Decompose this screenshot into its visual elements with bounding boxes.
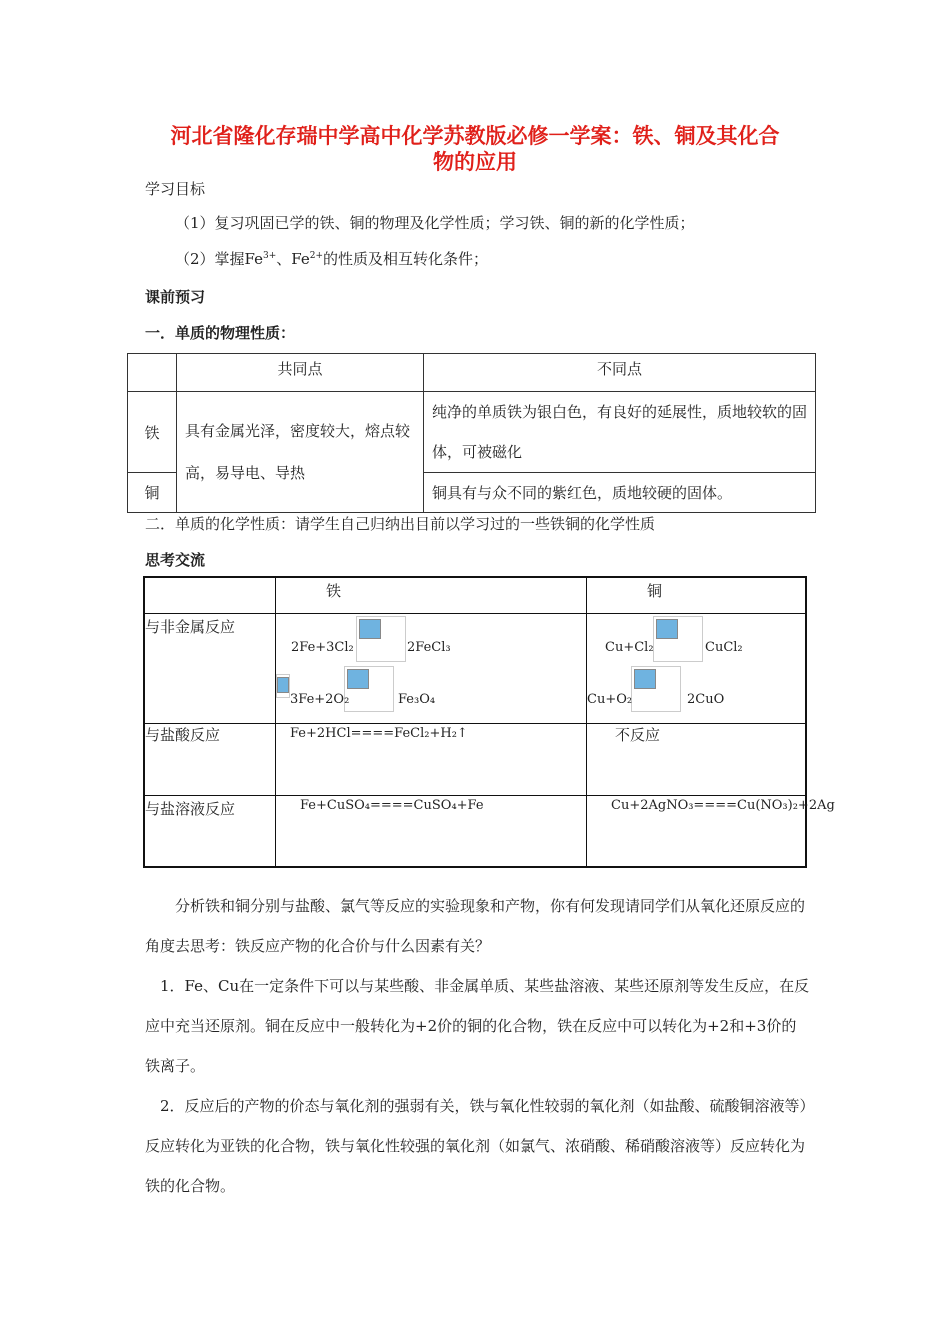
objective-2-mid: 、Fe bbox=[276, 250, 310, 268]
row-label-iron: 铁 bbox=[128, 392, 177, 473]
fe-o2-reactants: 3Fe+2O₂ bbox=[290, 691, 350, 707]
objective-2-suffix: 的性质及相互转化条件； bbox=[323, 250, 489, 268]
analysis-point-1: 1．Fe、Cu在一定条件下可以与某些酸、非金属单质、某些盐溶液、某些还原剂等发生反应，在反应中充当还原剂。铜在反应中一般转化为+2价的铜的化合物，铁在反应中可以转化为+2和+3价的铁离子。 bbox=[145, 977, 810, 1075]
iron-acid-cell bbox=[276, 723, 587, 795]
table-corner-cell bbox=[144, 577, 276, 613]
section-1-heading: 一．单质的物理性质： bbox=[145, 324, 296, 342]
iron-salt-cell bbox=[276, 795, 587, 867]
objective-item-2 bbox=[175, 248, 488, 270]
chemical-properties-table bbox=[143, 576, 835, 868]
broken-image-icon bbox=[347, 669, 369, 689]
reaction-condition-image bbox=[356, 616, 406, 662]
analysis-point-2: 2．反应后的产物的价态与氧化剂的强弱有关，铁与氧化性较弱的氧化剂（如盐酸、硫酸铜溶液等）反应转化为亚铁的化合物，铁与氧化性较强的氧化剂（如氯气、浓硝酸、稀硝酸溶液等）反应转化为铁的化合物。 bbox=[145, 1097, 808, 1195]
physical-properties-table bbox=[127, 353, 816, 513]
column-iron: 铁 bbox=[276, 577, 587, 613]
cu-cl2-product: CuCl₂ bbox=[705, 639, 743, 655]
document-title bbox=[140, 123, 810, 175]
header-common: 共同点 bbox=[177, 354, 424, 392]
fe-cuso4-equation: Fe+CuSO₄====CuSO₄+Fe bbox=[300, 797, 484, 813]
copper-acid-cell bbox=[587, 723, 807, 795]
cu-hcl-result: 不反应 bbox=[615, 725, 661, 744]
fe-o2-product: Fe₃O₄ bbox=[398, 691, 436, 707]
reaction-condition-image bbox=[631, 666, 681, 712]
objective-item-1: （1）复习巩固已学的铁、铜的物理及化学性质；学习铁、铜的新的化学性质； bbox=[175, 214, 695, 232]
iron-properties: 纯净的单质铁为银白色，有良好的延展性，质地较软的固体，可被磁化 bbox=[424, 392, 816, 473]
reaction-condition-image bbox=[276, 674, 290, 698]
cu-agno3-equation: Cu+2AgNO₃====Cu(NO₃)₂+2Ag bbox=[611, 797, 835, 813]
fe-cl2-product: 2FeCl₃ bbox=[407, 639, 451, 655]
title-line-2: 物的应用 bbox=[433, 150, 517, 174]
section-2-heading: 二．单质的化学性质：请学生自己归纳出目前以学习过的一些铁铜的化学性质 bbox=[145, 515, 656, 533]
header-different: 不同点 bbox=[424, 354, 816, 392]
objective-2-prefix: （2）掌握Fe bbox=[175, 250, 264, 268]
row-label-salt: 与盐溶液反应 bbox=[144, 795, 276, 867]
row-label-copper: 铜 bbox=[128, 473, 177, 513]
reaction-condition-image bbox=[344, 666, 394, 712]
table-corner-cell bbox=[128, 354, 177, 392]
reaction-condition-image bbox=[653, 616, 703, 662]
cu-o2-reactants: Cu+O₂ bbox=[587, 691, 633, 707]
preview-heading: 课前预习 bbox=[145, 288, 206, 306]
copper-salt-cell bbox=[587, 795, 835, 867]
column-copper: 铜 bbox=[587, 577, 807, 613]
broken-image-icon bbox=[277, 677, 289, 693]
broken-image-icon bbox=[359, 619, 381, 639]
analysis-intro: 分析铁和铜分别与盐酸、氯气等反应的实验现象和产物，你有何发现请同学们从氧化还原反应的角度去思考：铁反应产物的化合价与什么因素有关？ bbox=[145, 897, 806, 955]
fe3-charge: 3+ bbox=[263, 251, 277, 261]
title-line-1: 河北省隆化存瑞中学高中化学苏教版必修一学案：铁、铜及其化合 bbox=[170, 124, 780, 148]
fe-hcl-equation: Fe+2HCl====FeCl₂+H₂↑ bbox=[290, 725, 468, 741]
fe-cl2-reactants: 2Fe+3Cl₂ bbox=[291, 639, 354, 655]
common-properties: 具有金属光泽，密度较大，熔点较高，易导电、导热 bbox=[177, 392, 424, 513]
iron-nonmetal-cell bbox=[276, 613, 587, 723]
cu-o2-product: 2CuO bbox=[687, 691, 725, 707]
copper-nonmetal-cell bbox=[587, 613, 807, 723]
broken-image-icon bbox=[634, 669, 656, 689]
broken-image-icon bbox=[656, 619, 678, 639]
copper-properties: 铜具有与众不同的紫红色，质地较硬的固体。 bbox=[424, 473, 816, 513]
discussion-heading: 思考交流 bbox=[145, 551, 206, 569]
row-label-nonmetal: 与非金属反应 bbox=[144, 613, 276, 723]
fe2-charge: 2+ bbox=[309, 251, 324, 261]
row-label-acid: 与盐酸反应 bbox=[144, 723, 276, 795]
cu-cl2-reactants: Cu+Cl₂ bbox=[605, 639, 654, 655]
objectives-heading: 学习目标 bbox=[145, 180, 206, 198]
